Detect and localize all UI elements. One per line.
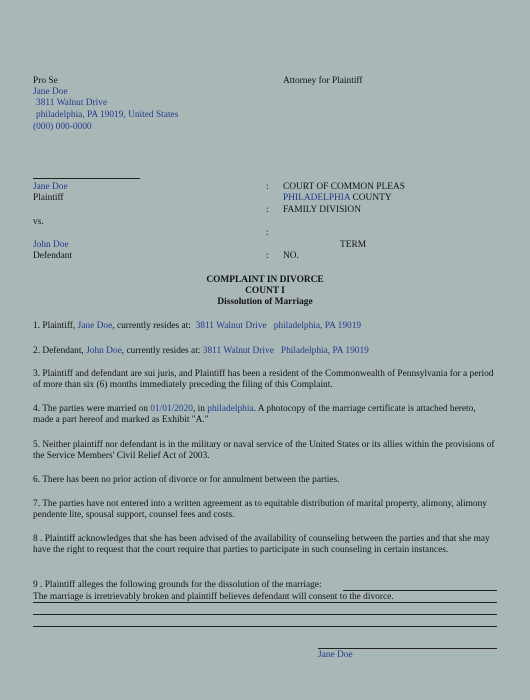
paragraph-3: 3. Plaintiff and defendant are sui juris, and Plaintiff has been a resident of the Commonwealth of Pennsylvania for a period of more than six (6) months immediately preceding the filing of this Complaint. [33,369,494,391]
filer-phone: (000) 000-0000 [33,122,92,132]
p1-city: philadelphia, PA 19019 [273,321,362,331]
grounds-line [33,602,497,603]
subtitle: Dissolution of Marriage [217,297,313,307]
p1-plaintiff-name: Jane Doe [77,321,113,331]
complaint-title: COMPLAINT IN DIVORCE [206,275,324,285]
filer-street: 3811 Walnut Drive [36,98,108,108]
caption-colon: : [266,182,269,192]
p2-street: 3811 Walnut Drive [202,346,274,356]
grounds-line [33,626,497,627]
count-title: COUNT I [245,286,285,296]
plaintiff-name: Jane Doe [33,182,68,192]
number-label: NO. [283,251,299,261]
county-line [283,193,392,203]
grounds-line [33,614,497,615]
pro-se-label: Pro Se [33,76,58,86]
paragraph-8: 8 . Plaintiff acknowledges that she has been advised of the availability of counseling between the parties and that she may have the right to request that the court require that parties to participate in such counseling in certain instances. [33,534,490,556]
paragraph-1 [33,321,361,331]
division-name: FAMILY DIVISION [283,205,361,215]
court-name: COURT OF COMMON PLEAS [283,182,405,192]
caption-colon: : [266,205,269,215]
paragraph-9: 9 . Plaintiff alleges the following grounds for the dissolution of the marriage: [33,580,322,590]
p2-lead: 2. Defendant, [33,346,87,356]
paragraph-2 [33,346,369,356]
vs-label: vs. [33,217,44,227]
p4-place: philadelphia [207,404,254,414]
grounds-text: The marriage is irretrievably broken and plaintiff believes defendant will consent to the divorce. [33,592,394,602]
signature-name: Jane Doe [318,650,353,660]
signature-line [318,648,497,649]
paragraph-5: 5. Neither plaintiff nor defendant is in the military or naval service of the United States or its allies within the provisions of the Service Members' Civil Relief Act of 2003. [33,440,495,462]
grounds-line [343,590,497,591]
caption-rule [33,178,140,179]
p2-defendant-name: John Doe [86,346,122,356]
p4-text: , in [192,404,208,414]
p2-text: , currently resides at: [121,346,201,356]
defendant-name: John Doe [33,240,69,250]
plaintiff-label: Plaintiff [33,193,64,203]
p1-street: 3811 Walnut Drive [195,321,267,331]
p1-lead: 1. Plaintiff, [33,321,78,331]
p4-rest: . A photocopy of the marriage certificate is attached hereto, made a part hereof and marked as Exhibit "A." [33,404,476,426]
attorney-label: Attorney for Plaintiff [283,76,363,86]
p2-city: Philadelphia, PA 19019 [280,346,369,356]
p1-text: , currently resides at: [112,321,191,331]
p4-lead: 4. The parties were married on [33,404,151,414]
caption-colon: : [266,228,269,238]
defendant-label: Defendant [33,251,73,261]
paragraph-4 [33,404,495,426]
paragraph-6: 6. There has been no prior action of divorce or for annulment between the parties. [33,475,340,485]
filer-city: philadelphia, PA 19019, United States [36,110,179,120]
caption-colon: : [266,251,269,261]
p4-date: 01/01/2020 [150,404,193,414]
county-suffix: COUNTY [352,193,392,203]
county-name: PHILADELPHIA [283,193,351,203]
paragraph-7: 7. The parties have not entered into a written agreement as to equitable distribution of marital property, alimony, alimony pendente lite, spousal support, counsel fees and costs. [33,499,487,521]
term-label: TERM [340,240,367,250]
filer-name: Jane Doe [33,87,68,97]
